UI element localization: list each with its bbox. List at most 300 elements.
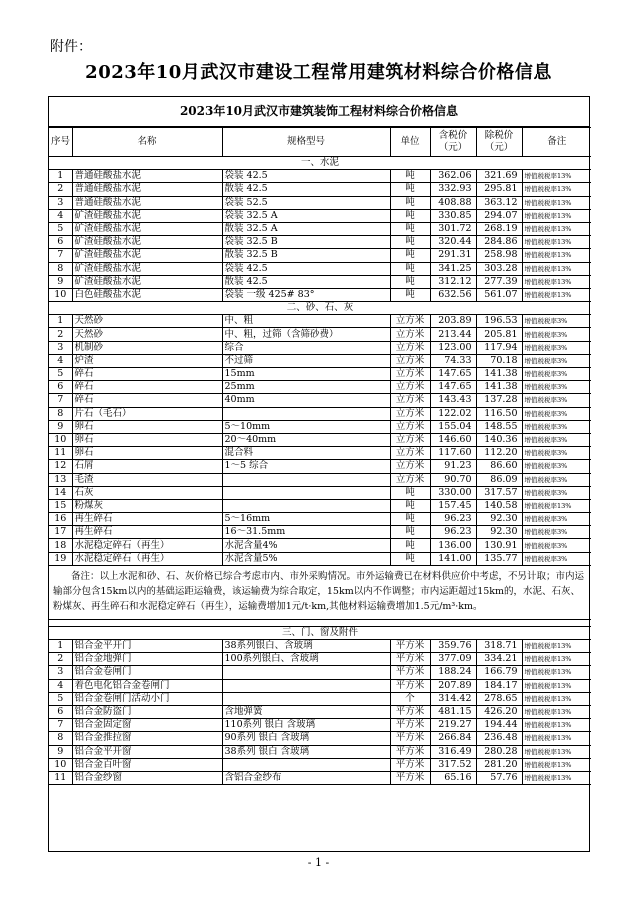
- cell-seq: 6: [49, 705, 72, 718]
- cell-price-notax: 86.60: [476, 460, 522, 473]
- cell-price-tax: 207.89: [430, 679, 476, 692]
- cell-remark: 增值税税率3%: [522, 407, 591, 420]
- cell-remark: 增值税税率13%: [522, 758, 591, 771]
- header-seq: 序号: [49, 128, 72, 157]
- cell-name: 片石（毛石）: [72, 407, 222, 420]
- page-number: - 1 -: [307, 856, 330, 869]
- cell-price-tax: 123.00: [430, 341, 476, 354]
- cell-price-tax: 136.00: [430, 539, 476, 552]
- cell-remark: 增值税税率3%: [522, 447, 591, 460]
- cell-unit: 立方米: [390, 460, 430, 473]
- table-body: [49, 157, 591, 785]
- cell-spec: 25mm: [222, 381, 390, 394]
- cell-spec: 20～40mm: [222, 433, 390, 446]
- cell-price-tax: 362.06: [430, 170, 476, 183]
- cell-remark: 增值税税率3%: [522, 354, 591, 367]
- table-row: [49, 262, 591, 275]
- cell-remark: 增值税税率3%: [522, 526, 591, 539]
- cell-price-tax: 330.85: [430, 209, 476, 222]
- cell-unit: 立方米: [390, 407, 430, 420]
- cell-remark: 增值税税率13%: [522, 183, 591, 196]
- cell-spec: 16～31.5mm: [222, 526, 390, 539]
- cell-price-tax: 330.00: [430, 486, 476, 499]
- cell-seq: 2: [49, 328, 72, 341]
- cell-seq: 4: [49, 209, 72, 222]
- cell-price-tax: 332.93: [430, 183, 476, 196]
- cell-remark: 增值税税率13%: [522, 170, 591, 183]
- cell-price-notax: 281.20: [476, 758, 522, 771]
- section-header-row: [49, 302, 591, 315]
- cell-unit: 立方米: [390, 328, 430, 341]
- cell-seq: 3: [49, 666, 72, 679]
- cell-remark: 增值税税率13%: [522, 275, 591, 288]
- cell-unit: 平方米: [390, 745, 430, 758]
- table-row: [49, 275, 591, 288]
- cell-remark: 增值税税率13%: [522, 222, 591, 235]
- cell-unit: 平方米: [390, 732, 430, 745]
- price-table-frame: [48, 96, 590, 852]
- cell-spec: 不过筛: [222, 354, 390, 367]
- table-row: [49, 222, 591, 235]
- cell-price-tax: 146.60: [430, 433, 476, 446]
- cell-remark: 增值税税率13%: [522, 692, 591, 705]
- cell-name: 铝合金平开窗: [72, 745, 222, 758]
- header-price-notax: 除税价（元）: [476, 128, 522, 157]
- cell-unit: 吨: [390, 222, 430, 235]
- section-header-row: [49, 157, 591, 170]
- cell-price-tax: 301.72: [430, 222, 476, 235]
- table-row: [49, 526, 591, 539]
- note-text: 备注：以上水泥和砂、石、灰价格已综合考虑市内、市外采购情况。市外运输费已在材料供应价中考虑，不另计取；市内运输部分包含15km以内的基础运距运输费，该运输费为综合取定，15km以内不作调整；市内运距超过15km的，水泥、石灰、粉煤灰、再生碎石和水泥稳定碎石（再生），运输费增加1元/t·km,其他材料运输费增加1.5元/m³·km。: [49, 565, 591, 619]
- header-spec: 规格型号: [222, 128, 390, 157]
- cell-remark: 增值税税率3%: [522, 460, 591, 473]
- cell-price-notax: 137.28: [476, 394, 522, 407]
- table-row: [49, 460, 591, 473]
- table-row: [49, 328, 591, 341]
- attachment-label: 附件：: [50, 39, 92, 55]
- cell-name: 天然砂: [72, 315, 222, 328]
- cell-remark: 增值税税率3%: [522, 420, 591, 433]
- cell-price-tax: 157.45: [430, 499, 476, 512]
- cell-seq: 7: [49, 394, 72, 407]
- cell-name: 铝合金纱窗: [72, 771, 222, 784]
- cell-seq: 10: [49, 288, 72, 301]
- cell-price-notax: 148.55: [476, 420, 522, 433]
- cell-unit: 吨: [390, 170, 430, 183]
- cell-price-notax: 86.09: [476, 473, 522, 486]
- cell-spec: 散装 42.5: [222, 183, 390, 196]
- cell-unit: 立方米: [390, 381, 430, 394]
- cell-price-notax: 196.53: [476, 315, 522, 328]
- cell-spec: [222, 692, 390, 705]
- cell-price-notax: 321.69: [476, 170, 522, 183]
- cell-spec: 水泥含量4%: [222, 539, 390, 552]
- cell-price-tax: 481.15: [430, 705, 476, 718]
- cell-remark: 增值税税率13%: [522, 771, 591, 784]
- cell-unit: 吨: [390, 539, 430, 552]
- section-header-row: [49, 626, 591, 639]
- cell-unit: 立方米: [390, 368, 430, 381]
- cell-price-notax: 334.21: [476, 653, 522, 666]
- cell-remark: 增值税税率3%: [522, 433, 591, 446]
- cell-spec: 散装 32.5 A: [222, 222, 390, 235]
- table-row: [49, 499, 591, 512]
- cell-spec: 含地弹簧: [222, 705, 390, 718]
- cell-price-notax: 284.86: [476, 236, 522, 249]
- cell-unit: 立方米: [390, 447, 430, 460]
- cell-seq: 1: [49, 640, 72, 653]
- cell-price-tax: 213.44: [430, 328, 476, 341]
- cell-price-notax: 236.48: [476, 732, 522, 745]
- cell-price-notax: 295.81: [476, 183, 522, 196]
- cell-price-tax: 312.12: [430, 275, 476, 288]
- cell-remark: 增值税税率3%: [522, 486, 591, 499]
- table-row: [49, 236, 591, 249]
- cell-spec: 综合: [222, 341, 390, 354]
- cell-price-tax: 91.23: [430, 460, 476, 473]
- table-row: [49, 552, 591, 565]
- cell-name: 铝合金卷闸门活动小门: [72, 692, 222, 705]
- cell-price-notax: 561.07: [476, 288, 522, 301]
- cell-unit: 吨: [390, 513, 430, 526]
- cell-unit: 平方米: [390, 771, 430, 784]
- cell-spec: 中、粗，过筛（含筛砂费）: [222, 328, 390, 341]
- cell-price-notax: 57.76: [476, 771, 522, 784]
- cell-price-tax: 408.88: [430, 196, 476, 209]
- cell-price-tax: 314.42: [430, 692, 476, 705]
- cell-remark: 增值税税率13%: [522, 196, 591, 209]
- cell-name: 铝合金百叶窗: [72, 758, 222, 771]
- cell-spec: 中、粗: [222, 315, 390, 328]
- cell-unit: 平方米: [390, 719, 430, 732]
- cell-seq: 2: [49, 183, 72, 196]
- cell-spec: 5～10mm: [222, 420, 390, 433]
- cell-unit: 立方米: [390, 420, 430, 433]
- cell-name: 铝合金防盗门: [72, 705, 222, 718]
- cell-spec: 水泥含量5%: [222, 552, 390, 565]
- cell-name: 机制砂: [72, 341, 222, 354]
- cell-seq: 8: [49, 732, 72, 745]
- table-row: [49, 196, 591, 209]
- cell-price-tax: 316.49: [430, 745, 476, 758]
- cell-price-tax: 147.65: [430, 381, 476, 394]
- cell-remark: 增值税税率3%: [522, 341, 591, 354]
- cell-unit: 平方米: [390, 653, 430, 666]
- cell-unit: 吨: [390, 209, 430, 222]
- cell-spec: 110系列 银白 含玻璃: [222, 719, 390, 732]
- cell-price-tax: 317.52: [430, 758, 476, 771]
- cell-name: 矿渣硅酸盐水泥: [72, 249, 222, 262]
- cell-unit: 平方米: [390, 758, 430, 771]
- cell-name: 普通硅酸盐水泥: [72, 170, 222, 183]
- cell-seq: 16: [49, 513, 72, 526]
- cell-unit: 吨: [390, 275, 430, 288]
- table-row: [49, 679, 591, 692]
- cell-name: 再生碎石: [72, 513, 222, 526]
- cell-remark: 增值税税率3%: [522, 394, 591, 407]
- cell-spec: 100系列银白、含玻璃: [222, 653, 390, 666]
- cell-price-tax: 203.89: [430, 315, 476, 328]
- table-row: [49, 368, 591, 381]
- cell-name: 铝合金固定窗: [72, 719, 222, 732]
- section-title: 一、水泥: [49, 157, 591, 170]
- cell-remark: 增值税税率13%: [522, 653, 591, 666]
- cell-unit: 吨: [390, 499, 430, 512]
- cell-remark: 增值税税率13%: [522, 705, 591, 718]
- cell-unit: 立方米: [390, 473, 430, 486]
- table-row: [49, 170, 591, 183]
- cell-seq: 1: [49, 170, 72, 183]
- cell-remark: 增值税税率13%: [522, 666, 591, 679]
- cell-seq: 7: [49, 249, 72, 262]
- cell-price-notax: 141.38: [476, 368, 522, 381]
- cell-unit: 吨: [390, 236, 430, 249]
- cell-name: 矿渣硅酸盐水泥: [72, 262, 222, 275]
- cell-name: 矿渣硅酸盐水泥: [72, 236, 222, 249]
- cell-price-tax: 65.16: [430, 771, 476, 784]
- table-row: [49, 249, 591, 262]
- cell-seq: 1: [49, 315, 72, 328]
- cell-seq: 12: [49, 460, 72, 473]
- cell-price-tax: 122.02: [430, 407, 476, 420]
- cell-unit: 平方米: [390, 679, 430, 692]
- cell-price-notax: 140.36: [476, 433, 522, 446]
- cell-remark: 增值税税率13%: [522, 262, 591, 275]
- cell-seq: 11: [49, 771, 72, 784]
- cell-unit: 吨: [390, 526, 430, 539]
- cell-seq: 5: [49, 222, 72, 235]
- cell-seq: 19: [49, 552, 72, 565]
- cell-spec: 38系列 银白 含玻璃: [222, 745, 390, 758]
- cell-name: 矿渣硅酸盐水泥: [72, 275, 222, 288]
- table-row: [49, 394, 591, 407]
- cell-unit: 平方米: [390, 640, 430, 653]
- cell-unit: 吨: [390, 262, 430, 275]
- cell-price-notax: 92.30: [476, 513, 522, 526]
- table-row: [49, 433, 591, 446]
- cell-name: 铝合金平开门: [72, 640, 222, 653]
- header-name: 名称: [72, 128, 222, 157]
- cell-price-notax: 303.28: [476, 262, 522, 275]
- table-row: [49, 288, 591, 301]
- cell-price-notax: 130.91: [476, 539, 522, 552]
- cell-name: 铝合金地弹门: [72, 653, 222, 666]
- table-row: [49, 758, 591, 771]
- cell-name: 天然砂: [72, 328, 222, 341]
- table-row: [49, 653, 591, 666]
- cell-price-tax: 117.60: [430, 447, 476, 460]
- cell-remark: 增值税税率3%: [522, 328, 591, 341]
- table-row: [49, 447, 591, 460]
- cell-name: 石灰: [72, 486, 222, 499]
- cell-price-tax: 188.24: [430, 666, 476, 679]
- cell-price-notax: 278.65: [476, 692, 522, 705]
- cell-price-notax: 141.38: [476, 381, 522, 394]
- cell-seq: 18: [49, 539, 72, 552]
- cell-price-tax: 341.25: [430, 262, 476, 275]
- cell-name: 矿渣硅酸盐水泥: [72, 222, 222, 235]
- cell-remark: 增值税税率3%: [522, 552, 591, 565]
- table-row: [49, 732, 591, 745]
- cell-name: 碎石: [72, 368, 222, 381]
- table-row: [49, 539, 591, 552]
- cell-name: 水泥稳定碎石（再生）: [72, 539, 222, 552]
- table-row: [49, 473, 591, 486]
- cell-seq: 15: [49, 499, 72, 512]
- cell-seq: 4: [49, 679, 72, 692]
- cell-price-tax: 632.56: [430, 288, 476, 301]
- cell-remark: 增值税税率13%: [522, 249, 591, 262]
- cell-unit: 平方米: [390, 705, 430, 718]
- cell-remark: 增值税税率13%: [522, 732, 591, 745]
- cell-unit: 立方米: [390, 341, 430, 354]
- cell-price-tax: 74.33: [430, 354, 476, 367]
- cell-seq: 17: [49, 526, 72, 539]
- section-title: 三、门、窗及附件: [49, 626, 591, 639]
- cell-name: 铝合金推拉窗: [72, 732, 222, 745]
- header-remark: 备注: [522, 128, 591, 157]
- cell-spec: 1～5 综合: [222, 460, 390, 473]
- cell-spec: [222, 407, 390, 420]
- cell-spec: 袋装 42.5: [222, 262, 390, 275]
- cell-name: 碎石: [72, 394, 222, 407]
- cell-remark: 增值税税率3%: [522, 473, 591, 486]
- cell-remark: 增值税税率3%: [522, 381, 591, 394]
- cell-unit: 平方米: [390, 666, 430, 679]
- cell-price-notax: 166.79: [476, 666, 522, 679]
- cell-remark: 增值税税率13%: [522, 745, 591, 758]
- cell-unit: 吨: [390, 486, 430, 499]
- section-title: 二、砂、石、灰: [49, 302, 591, 315]
- cell-price-notax: 112.20: [476, 447, 522, 460]
- cell-name: 矿渣硅酸盐水泥: [72, 209, 222, 222]
- cell-seq: 6: [49, 236, 72, 249]
- cell-price-notax: 426.20: [476, 705, 522, 718]
- cell-seq: 5: [49, 368, 72, 381]
- cell-spec: 散装 42.5: [222, 275, 390, 288]
- cell-spec: [222, 473, 390, 486]
- table-row: [49, 420, 591, 433]
- cell-spec: 袋装 52.5: [222, 196, 390, 209]
- cell-spec: [222, 666, 390, 679]
- cell-spec: 袋装 一级 425# 83°: [222, 288, 390, 301]
- cell-spec: 袋装 32.5 A: [222, 209, 390, 222]
- cell-price-notax: 117.94: [476, 341, 522, 354]
- cell-unit: 立方米: [390, 354, 430, 367]
- table-row: [49, 407, 591, 420]
- table-row: [49, 692, 591, 705]
- cell-name: 粉煤灰: [72, 499, 222, 512]
- cell-name: 白色硅酸盐水泥: [72, 288, 222, 301]
- cell-remark: 增值税税率13%: [522, 679, 591, 692]
- table-row: [49, 745, 591, 758]
- cell-remark: 增值税税率3%: [522, 368, 591, 381]
- cell-seq: 3: [49, 341, 72, 354]
- cell-name: 铝合金卷闸门: [72, 666, 222, 679]
- cell-remark: 增值税税率3%: [522, 539, 591, 552]
- cell-price-notax: 294.07: [476, 209, 522, 222]
- cell-price-notax: 184.17: [476, 679, 522, 692]
- cell-spec: 5～16mm: [222, 513, 390, 526]
- cell-name: 卵石: [72, 433, 222, 446]
- cell-price-notax: 116.50: [476, 407, 522, 420]
- cell-name: 石屑: [72, 460, 222, 473]
- cell-unit: 吨: [390, 196, 430, 209]
- cell-spec: 袋装 42.5: [222, 170, 390, 183]
- cell-remark: 增值税税率13%: [522, 719, 591, 732]
- cell-price-tax: 377.09: [430, 653, 476, 666]
- cell-name: 卵石: [72, 420, 222, 433]
- cell-price-tax: 90.70: [430, 473, 476, 486]
- table-row: [49, 486, 591, 499]
- cell-remark: 增值税税率3%: [522, 315, 591, 328]
- cell-unit: 立方米: [390, 315, 430, 328]
- cell-price-notax: 363.12: [476, 196, 522, 209]
- cell-unit: 吨: [390, 249, 430, 262]
- cell-unit: 吨: [390, 552, 430, 565]
- cell-spec: 混合料: [222, 447, 390, 460]
- table-row: [49, 771, 591, 784]
- cell-name: 着色电化铝合金卷闸门: [72, 679, 222, 692]
- cell-price-notax: 205.81: [476, 328, 522, 341]
- table-row: [49, 341, 591, 354]
- spacer-row: [49, 619, 591, 626]
- table-row: [49, 354, 591, 367]
- cell-price-tax: 266.84: [430, 732, 476, 745]
- cell-seq: 9: [49, 420, 72, 433]
- cell-unit: 立方米: [390, 433, 430, 446]
- cell-spec: 40mm: [222, 394, 390, 407]
- header-unit: 单位: [390, 128, 430, 157]
- cell-price-tax: 155.04: [430, 420, 476, 433]
- cell-name: 普通硅酸盐水泥: [72, 183, 222, 196]
- table-header-row: [49, 128, 591, 157]
- cell-spec: [222, 499, 390, 512]
- table-row: [49, 183, 591, 196]
- cell-price-tax: 219.27: [430, 719, 476, 732]
- cell-spec: 散装 32.5 B: [222, 249, 390, 262]
- cell-seq: 11: [49, 447, 72, 460]
- cell-remark: 增值税税率13%: [522, 499, 591, 512]
- cell-seq: 4: [49, 354, 72, 367]
- cell-seq: 9: [49, 745, 72, 758]
- spacer-cell: [49, 619, 591, 626]
- cell-name: 普通硅酸盐水泥: [72, 196, 222, 209]
- cell-price-notax: 277.39: [476, 275, 522, 288]
- cell-price-notax: 194.44: [476, 719, 522, 732]
- header-price-tax: 含税价（元）: [430, 128, 476, 157]
- cell-name: 炉渣: [72, 354, 222, 367]
- cell-price-tax: 96.23: [430, 513, 476, 526]
- table-row: [49, 719, 591, 732]
- cell-price-tax: 143.43: [430, 394, 476, 407]
- cell-spec: 90系列 银白 含玻璃: [222, 732, 390, 745]
- cell-unit: 吨: [390, 183, 430, 196]
- cell-price-tax: 291.31: [430, 249, 476, 262]
- cell-name: 水泥稳定碎石（再生）: [72, 552, 222, 565]
- cell-remark: 增值税税率3%: [522, 513, 591, 526]
- cell-seq: 14: [49, 486, 72, 499]
- table-row: [49, 315, 591, 328]
- cell-price-notax: 317.57: [476, 486, 522, 499]
- cell-price-notax: 92.30: [476, 526, 522, 539]
- table-row: [49, 666, 591, 679]
- cell-price-notax: 70.18: [476, 354, 522, 367]
- cell-seq: 7: [49, 719, 72, 732]
- cell-spec: [222, 679, 390, 692]
- cell-seq: 5: [49, 692, 72, 705]
- cell-price-tax: 359.76: [430, 640, 476, 653]
